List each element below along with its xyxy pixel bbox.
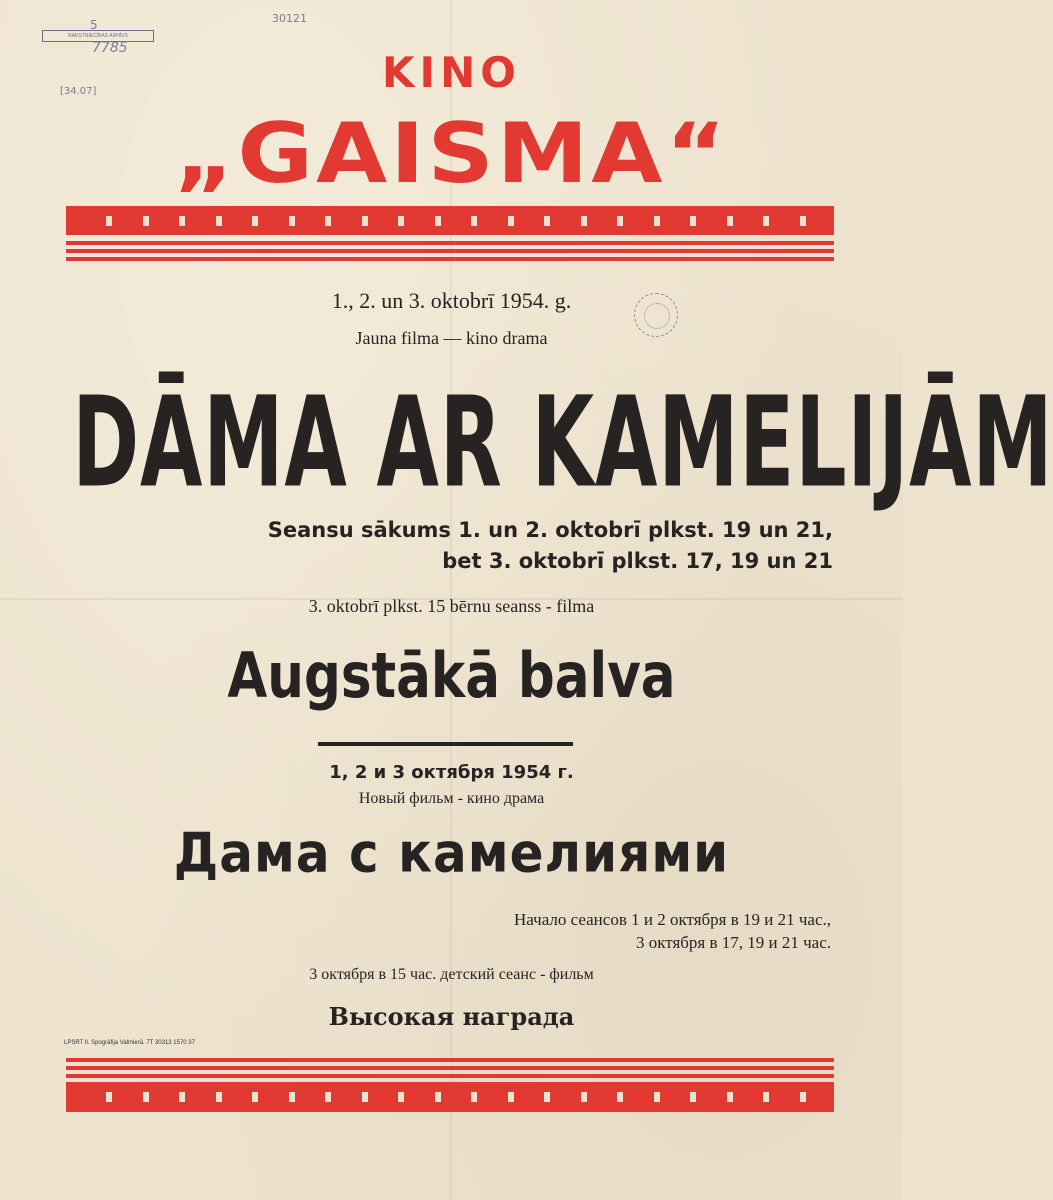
russian-date: 1, 2 и 3 октября 1954 г. [329, 762, 574, 783]
archive-bracket-code: [34.07] [60, 86, 97, 97]
russian-kids-film-title: Высокая награда [328, 1002, 575, 1031]
archive-number-top: 5 [90, 18, 98, 32]
russian-sessions-line1: Начало сеансов 1 и 2 октября в 19 и 21 час., [514, 910, 831, 929]
latvian-film-title: DĀMA AR KAMELIJĀM [72, 370, 1053, 516]
archive-stamp: RAKSTNIECĪBAS ARHĪVS [42, 30, 154, 42]
latvian-subtitle: Jauna filma — kino drama [355, 328, 548, 348]
russian-sessions-line2: 3 октября в 17, 19 и 21 час. [635, 933, 831, 952]
archive-number-main: 7785 [92, 40, 128, 56]
latvian-sessions-line2: bet 3. oktobrī plkst. 17, 19 un 21 [442, 549, 833, 573]
russian-subtitle: Новый фильм - кино драма [358, 790, 545, 807]
latvian-kids-film-title: Augstākā balva [227, 640, 676, 713]
latvian-sessions-line1: Seansu sākums 1. un 2. oktobrī plkst. 19 un 21, [267, 518, 833, 542]
printer-imprint: LPSRT Il. Spogrāfija Valmierā. 7T 30313 1570 37 [64, 1040, 195, 1046]
archive-number-right: 30121 [272, 12, 307, 25]
header-cinema-name: „GAISMA“ [174, 105, 729, 202]
divider-rule [318, 742, 573, 746]
russian-film-title: Дама с камелиями [173, 822, 730, 885]
header-kino: KINO [381, 48, 522, 97]
latvian-kids-session: 3. oktobrī plkst. 15 bērnu seanss - filma [308, 596, 595, 616]
russian-kids-session: 3 октября в 15 час. детский сеанс - фильм [309, 966, 594, 983]
latvian-date: 1., 2. un 3. oktobrī 1954. g. [331, 288, 572, 313]
